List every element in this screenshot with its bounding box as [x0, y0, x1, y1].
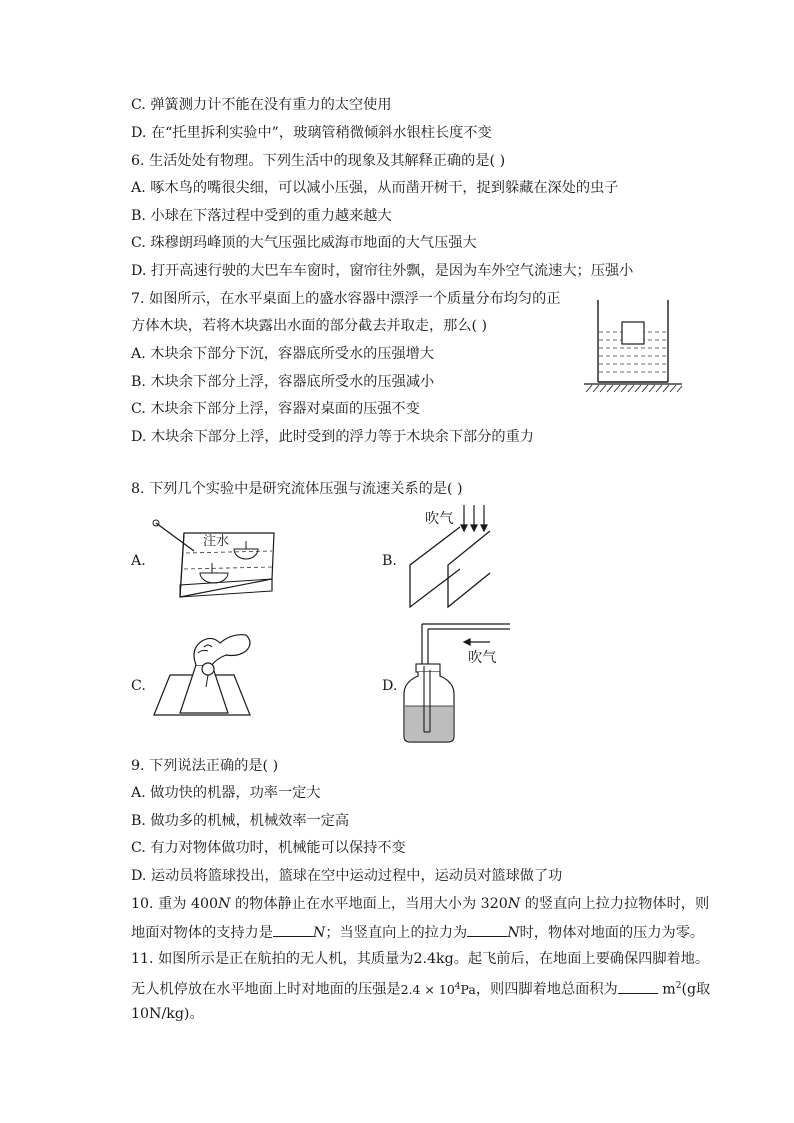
q8-fig-b-label: B.	[382, 553, 397, 569]
q7-option-b: B. 木块余下部分上浮，容器底所受水的压强减小	[131, 374, 435, 390]
q10-text-3: 的竖直向上拉力拉物体时，则	[520, 896, 710, 912]
q10-line2	[131, 921, 704, 943]
q6-option-d: D. 打开高速行驶的大巴车车窗时，窗帘往外飘，是因为车外空气流速大；压强小	[131, 263, 634, 279]
q6-option-a: A. 啄木鸟的嘴很尖细，可以减小压强，从而凿开树干，捉到躲藏在深处的虫子	[131, 180, 619, 196]
q9-option-a: A. 做功快的机器，功率一定大	[131, 785, 321, 801]
q10-stem	[131, 894, 709, 914]
q10-line2-text-1: 地面对物体的支持力是	[131, 925, 273, 941]
q10-unit-2: N	[507, 896, 521, 912]
q8-fig-d-label: D.	[382, 678, 398, 694]
q11-line2-text-3: (g取	[681, 981, 711, 998]
q10-blank-2[interactable]	[467, 921, 507, 937]
q8-fig-b-paper-diagram	[400, 503, 500, 611]
q11-area-unit: m	[657, 981, 676, 998]
q11-stem: 11. 如图所示是正在航拍的无人机，其质量为2.4kg。起飞前后，在地面上要确保四脚着地。	[131, 951, 710, 967]
q8-fig-a-label: A.	[131, 553, 146, 569]
q11-pressure-exponent: 4	[454, 981, 461, 992]
q11-line2-text-2: ，则四脚着地总面积为	[475, 981, 618, 998]
q10-text-2: 的物体静止在水平地面上，当用大小为 320	[230, 896, 508, 912]
q11-pressure-value	[401, 982, 476, 997]
q11-line2-text-1: 无人机停放在水平地面上时对地面的压强是	[131, 981, 401, 998]
q10-line2-unit-2: N	[507, 925, 520, 941]
q7-option-a: A. 木块余下部分下沉，容器底所受水的压强增大	[131, 346, 435, 362]
q6-option-c: C. 珠穆朗玛峰顶的大气压强比威海市地面的大气压强大	[131, 235, 477, 251]
q7-stem-line2: 方体木块，若将木块露出水面的部分截去并取走，那么( )	[131, 318, 488, 334]
q7-stem: 7. 如图所示，在水平桌面上的盛水容器中漂浮一个质量分布均匀的正	[131, 291, 561, 307]
q7-option-d: D. 木块余下部分上浮，此时受到的浮力等于木块余下部分的重力	[131, 429, 534, 445]
q7-option-c: C. 木块余下部分上浮，容器对桌面的压强不变	[131, 401, 420, 417]
q8-fig-c-funnel-diagram	[150, 625, 260, 725]
q11-line3: 10N/kg)。	[131, 1006, 204, 1022]
q10-line2-text-3: 时，物体对地面的压力为零。	[519, 925, 705, 941]
q6-option-b: B. 小球在下落过程中受到的重力越来越大	[131, 208, 392, 224]
q10-text-1: 10. 重为 400	[131, 896, 219, 912]
q11-line2	[131, 976, 710, 1000]
q10-line2-unit-1: N	[312, 925, 326, 941]
q11-area-exponent: 2	[675, 981, 682, 991]
q5-option-d: D. 在“托里拆利实验中”，玻璃管稍微倾斜水银柱长度不变	[131, 125, 492, 141]
q8-fig-a-diagram	[150, 515, 280, 600]
q9-option-d: D. 运动员将篮球投出，篮球在空中运动过程中，运动员对篮球做了功	[131, 868, 563, 884]
q11-pressure-mantissa: 2.4 × 10	[400, 981, 455, 997]
q9-stem: 9. 下列说法正确的是( )	[131, 758, 279, 774]
q5-option-c: C. 弹簧测力计不能在没有重力的太空使用	[131, 97, 392, 113]
q6-stem: 6. 生活处处有物理。下列生活中的现象及其解释正确的是( )	[131, 153, 506, 169]
q8-stem: 8. 下列几个实验中是研究流体压强与流速关系的是( )	[131, 481, 463, 497]
q8-fig-b-blow-label: 吹气	[425, 511, 454, 527]
q11-blank[interactable]	[618, 978, 658, 994]
q8-fig-c-label: C.	[131, 678, 146, 694]
q8-fig-a-water-label: 注水	[203, 534, 230, 549]
q7-container-figure	[582, 298, 687, 396]
q10-blank-1[interactable]	[273, 921, 313, 937]
q11-pressure-unit: Pa	[460, 981, 476, 997]
q10-line2-text-2: ；当竖直向上的拉力为	[325, 925, 468, 941]
q10-unit-1: N	[218, 896, 231, 912]
q9-option-b: B. 做功多的机械，机械效率一定高	[131, 813, 350, 829]
q9-option-c: C. 有力对物体做功时，机械能可以保持不变	[131, 840, 406, 856]
q8-fig-d-bottle-diagram	[398, 620, 518, 745]
q8-fig-d-blow-label: 吹气	[468, 650, 497, 666]
